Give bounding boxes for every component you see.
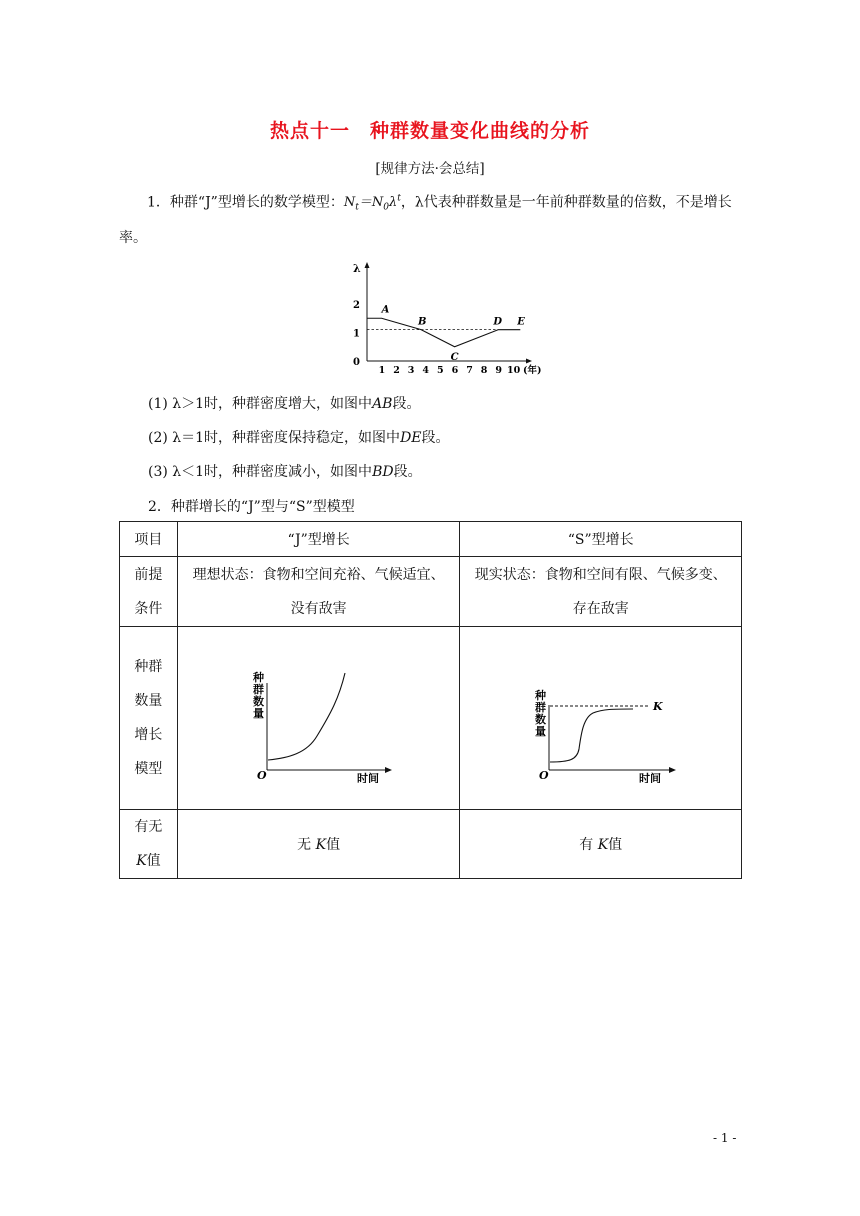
model-j-cell [177, 627, 460, 810]
point-label-d: D [493, 316, 503, 328]
point-label-c: C [450, 351, 459, 363]
item1-suffix: 段。 [392, 396, 421, 412]
formula [343, 194, 401, 213]
x-tick-label: 9 [495, 365, 503, 376]
j-origin: O [256, 769, 267, 782]
x-unit-label: (年) [523, 365, 542, 376]
y-axis-label: λ [353, 262, 361, 275]
k-j [177, 810, 460, 879]
formula-sub-t: t [355, 202, 359, 213]
j-y-label-2: 群 [252, 683, 264, 696]
s-k-label: K [652, 700, 663, 713]
table-row-model [120, 627, 742, 810]
point-label-a: A [381, 304, 390, 316]
model-label-2: 数量 [134, 693, 163, 709]
table-row-k [120, 810, 742, 879]
item3-segment: BD [372, 464, 394, 480]
page-number: - 1 - [713, 1131, 737, 1145]
item2-suffix: 段。 [421, 430, 450, 446]
y-tick-label: 0 [353, 357, 360, 368]
k-label-1: 有无 [134, 819, 163, 835]
k-label-k: K [136, 853, 147, 869]
section-2-heading: 2．种群增长的“J”型与“S”型模型 [148, 499, 355, 515]
j-x-label: 时间 [356, 772, 379, 783]
paragraph-j-model [119, 184, 741, 253]
p1-text-a: 1．种群“J”型增长的数学模型： [147, 194, 344, 211]
p1-text-b: ，λ代表种群数量是一年前种群数量的倍数，不是增长率。 [119, 194, 732, 246]
s-y-label-1: 种 [534, 689, 546, 702]
k-j-prefix: 无 [297, 837, 316, 853]
x-tick-label: 3 [407, 365, 415, 376]
premise-j-2: 没有敌害 [290, 600, 347, 617]
k-j-k: K [315, 837, 327, 853]
section-subtitle: [规律方法·会总结] [375, 161, 485, 177]
s-y-label-2: 群 [534, 701, 546, 714]
premise-j-1: 理想状态：食物和空间充裕、气候适宜、 [192, 566, 445, 583]
premise-s [460, 557, 742, 627]
model-label-4: 模型 [134, 761, 163, 777]
s-y-label-3: 数 [534, 713, 546, 726]
k-s-suffix: 值 [608, 837, 623, 853]
formula-lambda: λ [388, 195, 398, 211]
formula-sup-t: t [397, 194, 401, 204]
premise-s-1: 现实状态：食物和空间有限、气候多变、 [474, 566, 727, 583]
k-label [120, 810, 178, 879]
model-label [120, 627, 178, 810]
formula-sub-0: 0 [383, 202, 389, 213]
s-origin: O [538, 769, 549, 782]
premise-label [120, 557, 178, 627]
y-tick-label: 1 [353, 328, 360, 340]
j-x-arrow [385, 767, 392, 773]
j-y-label-1: 种 [252, 671, 264, 684]
formula-eq: ＝N [358, 195, 384, 211]
s-curve-graph [521, 653, 681, 783]
premise-label-2: 条件 [134, 600, 163, 617]
comparison-table [119, 521, 742, 879]
premise-s-2: 存在敌害 [572, 600, 629, 617]
k-j-suffix: 值 [326, 837, 341, 853]
j-curve [268, 673, 345, 760]
model-s-cell [460, 627, 742, 810]
s-x-arrow [669, 767, 676, 773]
model-label-3: 增长 [134, 727, 163, 743]
y-tick-label: 2 [353, 300, 360, 311]
model-label-1: 种群 [134, 659, 163, 675]
item-lambda-eq-1 [148, 428, 450, 448]
k-s [460, 810, 742, 879]
item3-text: (3) λ＜1时，种群密度减小，如图中 [148, 464, 373, 480]
y-axis-arrow [365, 262, 370, 268]
header-s: “S”型增长 [460, 522, 742, 557]
item3-suffix: 段。 [393, 464, 422, 480]
j-y-label-3: 数 [252, 695, 264, 708]
k-s-k: K [597, 837, 609, 853]
x-tick-label: 1 [378, 365, 386, 376]
item1-text: (1) λ＞1时，种群密度增大，如图中 [148, 396, 373, 412]
table-header-row [120, 522, 742, 557]
formula-n: N [343, 195, 356, 211]
premise-j [177, 557, 460, 627]
lambda-chart [345, 258, 545, 378]
x-tick-label: 7 [466, 365, 473, 376]
item2-text: (2) λ＝1时，种群密度保持稳定，如图中 [148, 430, 401, 446]
item2-segment: DE [400, 430, 422, 446]
j-y-label-4: 量 [252, 707, 264, 720]
x-tick-label: 4 [422, 365, 430, 376]
s-curve [550, 709, 633, 762]
x-tick-label: 10 [507, 365, 521, 376]
j-curve-graph [239, 653, 399, 783]
point-label-e: E [517, 316, 525, 328]
table-row-premise [120, 557, 742, 627]
item-lambda-gt-1 [148, 394, 420, 414]
item-lambda-lt-1 [148, 462, 422, 482]
s-y-label-4: 量 [534, 725, 546, 738]
x-tick-label: 8 [480, 365, 488, 376]
x-tick-label: 5 [437, 365, 444, 376]
x-tick-label: 6 [451, 365, 459, 376]
header-item: 项目 [120, 522, 178, 557]
k-s-prefix: 有 [579, 837, 598, 853]
header-j: “J”型增长 [177, 522, 460, 557]
page-title: 热点十一 种群数量变化曲线的分析 [269, 120, 590, 142]
s-x-label: 时间 [638, 772, 661, 783]
item1-segment: AB [372, 396, 393, 412]
premise-label-1: 前提 [134, 566, 163, 583]
k-label-suffix: 值 [146, 853, 161, 869]
x-axis-arrow [526, 359, 532, 364]
point-label-b: B [418, 316, 427, 328]
x-tick-label: 2 [393, 365, 400, 376]
